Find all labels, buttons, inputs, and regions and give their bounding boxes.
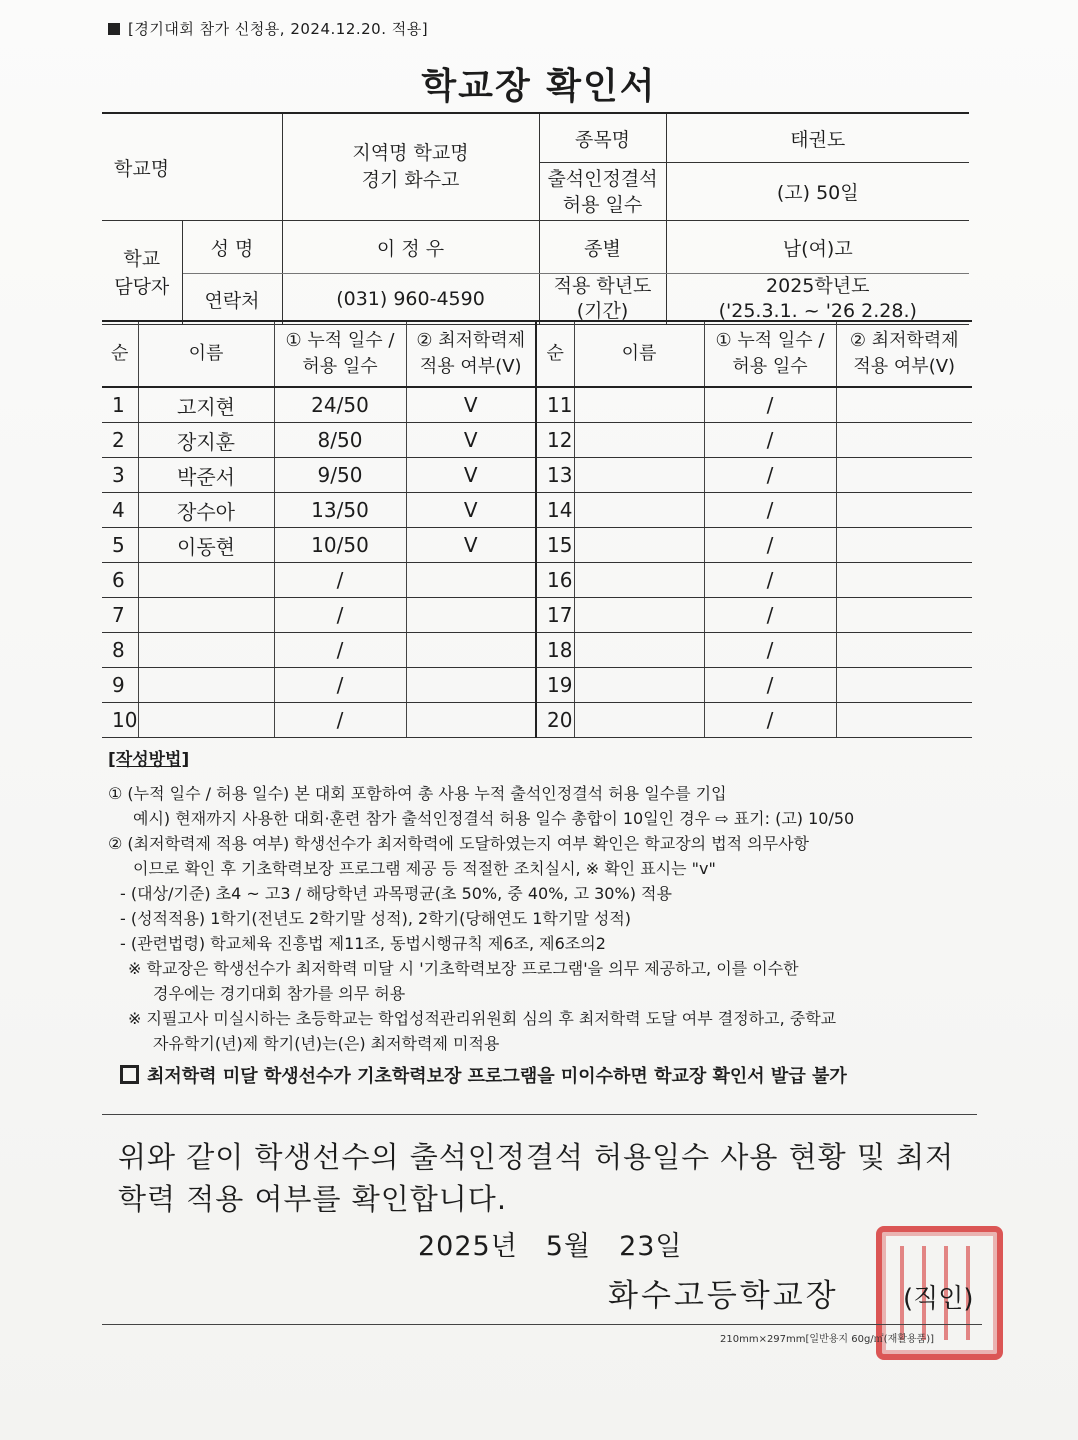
instruction-line: 이므로 확인 후 기초학력보장 프로그램 제공 등 적절한 조치실시, ※ 확인 표시는 "v" — [133, 859, 716, 878]
min-academic-check — [406, 633, 536, 668]
header-check-line1: ② 최저학력제 — [416, 330, 526, 351]
absence-days: / — [704, 633, 836, 668]
min-academic-check — [836, 493, 972, 528]
student-name — [574, 528, 704, 563]
manager-label — [102, 221, 182, 325]
instruction-line: 예시) 현재까지 사용한 대회·훈련 참가 출석인정결석 허용 일수 총합이 10일인 경우 ⇨ 표기: (고) 10/50 — [133, 809, 855, 828]
absence-days: / — [274, 563, 406, 598]
student-name — [138, 703, 274, 738]
school-value: 경기 화수고 — [361, 169, 460, 191]
row-number: 11 — [536, 387, 574, 423]
year-label — [539, 274, 666, 325]
roster-row — [102, 703, 972, 738]
row-number: 7 — [102, 598, 138, 633]
gender-label: 종별 — [539, 221, 666, 274]
instructions-heading: [작성방법] — [108, 750, 190, 770]
absence-days: / — [274, 668, 406, 703]
checkbox-square-icon — [120, 1065, 139, 1084]
student-name — [574, 493, 704, 528]
header-days-line1: ① 누적 일수 / — [715, 330, 825, 351]
row-number: 18 — [536, 633, 574, 668]
row-number: 14 — [536, 493, 574, 528]
instructions-section — [108, 748, 988, 1089]
min-academic-check — [836, 703, 972, 738]
row-number: 12 — [536, 423, 574, 458]
absence-days: / — [274, 703, 406, 738]
form-version-note — [108, 18, 428, 39]
roster-row — [102, 563, 972, 598]
manager-label-line2: 담당자 — [114, 275, 170, 298]
student-name: 고지현 — [138, 387, 274, 423]
instruction-line: ① (누적 일수 / 허용 일수) 본 대회 포함하여 총 사용 누적 출석인정결석 허용 일수를 기입 — [108, 784, 727, 803]
absence-days: 8/50 — [274, 423, 406, 458]
sport-label: 종목명 — [539, 113, 666, 163]
student-name — [138, 633, 274, 668]
school-label: 학교명 — [102, 113, 282, 221]
student-name: 이동현 — [138, 528, 274, 563]
roster-row — [102, 387, 972, 423]
row-number: 10 — [102, 703, 138, 738]
square-bullet-icon — [108, 23, 120, 35]
instruction-line: ② (최저학력제 적용 여부) 학생선수가 최저학력에 도달하였는지 여부 확인은 학교장의 법적 의무사항 — [108, 834, 810, 853]
row-number: 13 — [536, 458, 574, 493]
absence-days: / — [704, 528, 836, 563]
student-name: 장수아 — [138, 493, 274, 528]
row-number: 17 — [536, 598, 574, 633]
absence-days: 13/50 — [274, 493, 406, 528]
paper-spec: 210mm×297mm[일반용지 60g/㎡(재활용품)] — [720, 1334, 935, 1345]
header-check-line2: 적용 여부(V) — [853, 356, 956, 377]
header-days-right — [704, 321, 836, 387]
instruction-line: ※ 지필고사 미실시하는 초등학교는 학업성적관리위원회 심의 후 최저학력 도달 여부 결정하고, 중학교 — [128, 1009, 837, 1028]
year-value-line2: ('25.3.1. ~ '26 2.28.) — [718, 300, 917, 322]
date-month: 5월 — [545, 1231, 592, 1262]
roster-row — [102, 668, 972, 703]
absence-days: / — [704, 423, 836, 458]
roster-row — [102, 423, 972, 458]
year-value — [666, 274, 969, 325]
allowed-days-value: (고) 50일 — [666, 163, 969, 221]
row-number: 8 — [102, 633, 138, 668]
student-name — [574, 668, 704, 703]
student-name: 박준서 — [138, 458, 274, 493]
min-academic-check — [836, 458, 972, 493]
date-day: 23일 — [619, 1231, 683, 1262]
issue-date — [418, 1224, 711, 1263]
min-academic-check — [406, 563, 536, 598]
row-number: 1 — [102, 387, 138, 423]
roster-body — [102, 387, 972, 738]
min-academic-check — [836, 633, 972, 668]
absence-days: / — [274, 598, 406, 633]
name-value: 이 정 우 — [282, 221, 539, 274]
student-name — [574, 563, 704, 598]
school-cell — [282, 113, 539, 221]
min-academic-check: V — [406, 387, 536, 423]
absence-days: / — [704, 458, 836, 493]
absence-days: 9/50 — [274, 458, 406, 493]
row-number: 2 — [102, 423, 138, 458]
header-check-line2: 적용 여부(V) — [419, 356, 522, 377]
roster-row — [102, 528, 972, 563]
header-days-left — [274, 321, 406, 387]
absence-days: / — [274, 633, 406, 668]
gender-value: 남(여)고 — [666, 221, 969, 274]
min-academic-check — [836, 563, 972, 598]
instruction-line: - (관련법령) 학교체육 진흥법 제11조, 동법시행규칙 제6조, 제6조의2 — [120, 934, 606, 953]
header-days-line2: 허용 일수 — [732, 356, 808, 377]
min-academic-check: V — [406, 493, 536, 528]
manager-label-line1: 학교 — [123, 247, 161, 270]
name-label: 성 명 — [182, 221, 282, 274]
header-check-line1: ② 최저학력제 — [849, 330, 959, 351]
min-academic-check: V — [406, 528, 536, 563]
header-check-left — [406, 321, 536, 387]
divider — [102, 1114, 977, 1115]
header-check-right — [836, 321, 972, 387]
date-year: 2025년 — [418, 1231, 518, 1262]
header-name-right: 이름 — [574, 321, 704, 387]
student-name — [138, 563, 274, 598]
year-label-line1: 적용 학년도 — [553, 275, 652, 297]
absence-days: 24/50 — [274, 387, 406, 423]
row-number: 16 — [536, 563, 574, 598]
min-academic-check — [836, 528, 972, 563]
allowed-days-label-line1: 출석인정결석 — [547, 167, 658, 190]
instruction-line: - (대상/기준) 초4 ~ 고3 / 해당학년 과목평균(초 50%, 중 40%, 고 30%) 적용 — [120, 884, 672, 903]
row-number: 4 — [102, 493, 138, 528]
roster-row — [102, 598, 972, 633]
absence-days: / — [704, 563, 836, 598]
header-no-right: 순 — [536, 321, 574, 387]
min-academic-check — [836, 668, 972, 703]
absence-days: / — [704, 387, 836, 423]
row-number: 5 — [102, 528, 138, 563]
student-name — [574, 387, 704, 423]
student-name — [138, 598, 274, 633]
contact-value: (031) 960-4590 — [282, 274, 539, 325]
instruction-line: 자유학기(년)제 학기(년)는(은) 최저학력제 미적용 — [153, 1034, 500, 1053]
student-name — [574, 423, 704, 458]
school-sub-label: 지역명 학교명 — [352, 142, 469, 164]
header-days-line2: 허용 일수 — [302, 356, 378, 377]
bottom-divider — [102, 1324, 982, 1325]
issuance-notice-text: 최저학력 미달 학생선수가 기초학력보장 프로그램을 미이수하면 학교장 확인서 발급 불가 — [147, 1066, 847, 1087]
instruction-line: 경우에는 경기대회 참가를 의무 허용 — [153, 984, 406, 1003]
row-number: 6 — [102, 563, 138, 598]
roster-table — [102, 320, 972, 738]
min-academic-check: V — [406, 423, 536, 458]
absence-days: 10/50 — [274, 528, 406, 563]
roster-row — [102, 458, 972, 493]
instruction-line: - (성적적용) 1학기(전년도 2학기말 성적), 2학기(당해연도 1학기말 성적) — [120, 909, 632, 928]
student-name: 장지훈 — [138, 423, 274, 458]
absence-days: / — [704, 668, 836, 703]
student-name — [574, 598, 704, 633]
student-name — [138, 668, 274, 703]
row-number: 3 — [102, 458, 138, 493]
roster-header-row — [102, 321, 972, 387]
student-name — [574, 703, 704, 738]
allowed-days-label-line2: 허용 일수 — [562, 193, 643, 216]
seal-mark-text: (직인) — [903, 1284, 974, 1314]
min-academic-check: V — [406, 458, 536, 493]
sport-value: 태권도 — [666, 113, 969, 163]
year-label-line2: (기간) — [576, 300, 629, 322]
document-title: 학교장 확인서 — [421, 66, 657, 107]
roster-row — [102, 493, 972, 528]
issuance-notice — [108, 1064, 988, 1089]
confirmation-statement: 위와 같이 학생선수의 출석인정결석 허용일수 사용 현황 및 최저학력 적용 여부를 확인합니다. — [118, 1140, 955, 1216]
principal-title: 화수고등학교장 — [608, 1278, 839, 1314]
min-academic-check — [406, 598, 536, 633]
info-table — [102, 112, 969, 325]
absence-days: / — [704, 598, 836, 633]
row-number: 9 — [102, 668, 138, 703]
min-academic-check — [406, 703, 536, 738]
year-value-line1: 2025학년도 — [766, 275, 870, 297]
instruction-line: ※ 학교장은 학생선수가 최저학력 미달 시 '기초학력보장 프로그램'을 의무 제공하고, 이를 이수한 — [128, 959, 799, 978]
header-no-left: 순 — [102, 321, 138, 387]
min-academic-check — [836, 423, 972, 458]
row-number: 20 — [536, 703, 574, 738]
row-number: 15 — [536, 528, 574, 563]
header-name-left: 이름 — [138, 321, 274, 387]
min-academic-check — [836, 387, 972, 423]
row-number: 19 — [536, 668, 574, 703]
absence-days: / — [704, 493, 836, 528]
form-version-text: [경기대회 참가 신청용, 2024.12.20. 적용] — [128, 20, 429, 38]
header-days-line1: ① 누적 일수 / — [285, 330, 395, 351]
min-academic-check — [836, 598, 972, 633]
student-name — [574, 633, 704, 668]
allowed-days-label — [539, 163, 666, 221]
contact-label: 연락처 — [182, 274, 282, 325]
roster-row — [102, 633, 972, 668]
student-name — [574, 458, 704, 493]
min-academic-check — [406, 668, 536, 703]
absence-days: / — [704, 703, 836, 738]
